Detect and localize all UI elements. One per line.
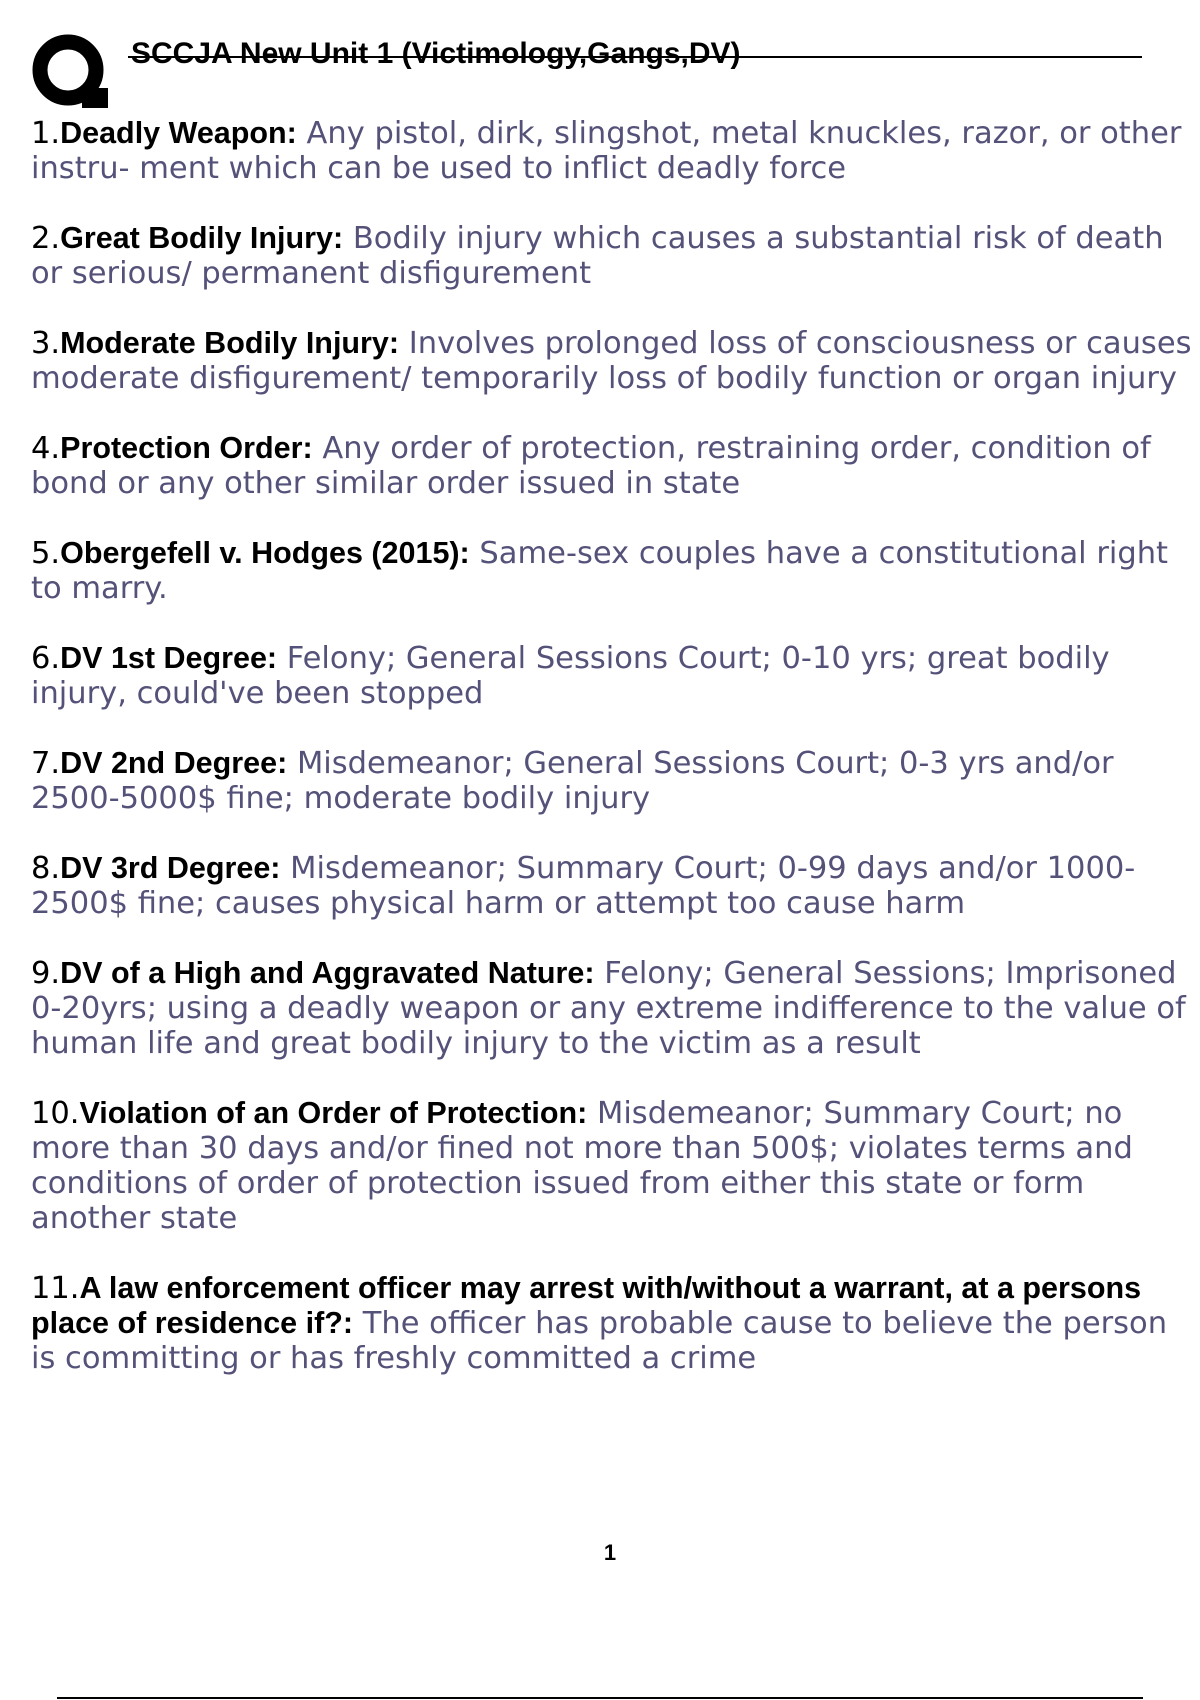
item-number: 1. — [31, 116, 61, 151]
item-term: DV 1st Degree: — [60, 641, 278, 675]
item-term: DV 2nd Degree: — [60, 746, 288, 780]
item-number: 2. — [31, 221, 61, 256]
item-term: Obergefell v. Hodges (2015): — [60, 536, 470, 570]
item-number: 7. — [31, 746, 61, 781]
item-term: Great Bodily Injury: — [60, 221, 344, 255]
item-definition: Felony; General Sessions Court; 0-10 yrs; great bodily injury, could've been stopped — [31, 641, 1110, 711]
list-item — [31, 851, 1196, 921]
list-item — [31, 1271, 1196, 1376]
item-definition: Any pistol, dirk, slingshot, metal knuckles, razor, or other instru- ment which can be used to inflict deadly force — [31, 116, 1182, 186]
item-definition: Involves prolonged loss of consciousness or causes moderate disfigurement/ temporarily loss of bodily function or organ injury — [31, 326, 1192, 396]
page-number: 1 — [603, 1540, 617, 1565]
item-definition: Misdemeanor; Summary Court; 0-99 days and/or 1000-2500$ fine; causes physical harm or attempt too cause harm — [31, 851, 1136, 921]
item-term: Protection Order: — [60, 431, 313, 465]
item-term: DV of a High and Aggravated Nature: — [60, 956, 595, 990]
item-definition: Bodily injury which causes a substantial risk of death or serious/ permanent disfigurement — [31, 221, 1164, 291]
item-definition: Misdemeanor; General Sessions Court; 0-3 yrs and/or 2500-5000$ fine; moderate bodily injury — [31, 746, 1114, 816]
item-definition: The officer has probable cause to believe the person is committing or has freshly committed a crime — [31, 1306, 1168, 1376]
item-term: Violation of an Order of Protection: — [79, 1096, 588, 1130]
list-item — [31, 536, 1196, 606]
item-number: 9. — [31, 956, 61, 991]
item-term: DV 3rd Degree: — [60, 851, 281, 885]
item-term: Moderate Bodily Injury: — [60, 326, 400, 360]
list-item — [31, 641, 1196, 711]
list-item — [31, 326, 1196, 396]
list-item — [31, 431, 1196, 501]
list-item — [31, 1096, 1196, 1236]
item-number: 4. — [31, 431, 61, 466]
item-definition: Misdemeanor; Summary Court; no more than 30 days and/or fined not more than 500$; violates terms and conditions of order of protection issued from either this state or form another state — [31, 1096, 1133, 1236]
quizlet-q-logo-icon — [30, 30, 112, 112]
item-number: 3. — [31, 326, 61, 361]
item-number: 10. — [31, 1096, 80, 1131]
item-number: 11. — [31, 1271, 80, 1306]
item-term: A law enforcement officer may arrest with/without a warrant, at a persons place of residence if?: — [31, 1271, 1142, 1340]
item-definition: Any order of protection, restraining order, condition of bond or any other similar order issued in state — [31, 431, 1151, 501]
list-item — [31, 221, 1196, 291]
item-number: 8. — [31, 851, 61, 886]
list-item — [31, 116, 1196, 186]
flashcard-list — [31, 116, 1196, 1411]
item-definition: Same-sex couples have a constitutional right to marry. — [31, 536, 1168, 606]
list-item — [31, 746, 1196, 816]
item-definition: Felony; General Sessions; Imprisoned 0-20yrs; using a deadly weapon or any extreme indifference to the value of human life and great bodily injury to the victim as a result — [31, 956, 1186, 1061]
footer-rule — [57, 1697, 1143, 1699]
item-number: 6. — [31, 641, 61, 676]
document-title: SCCJA New Unit 1 (Victimology,Gangs,DV) — [131, 37, 741, 70]
list-item — [31, 956, 1196, 1061]
item-number: 5. — [31, 536, 61, 571]
item-term: Deadly Weapon: — [60, 116, 297, 150]
